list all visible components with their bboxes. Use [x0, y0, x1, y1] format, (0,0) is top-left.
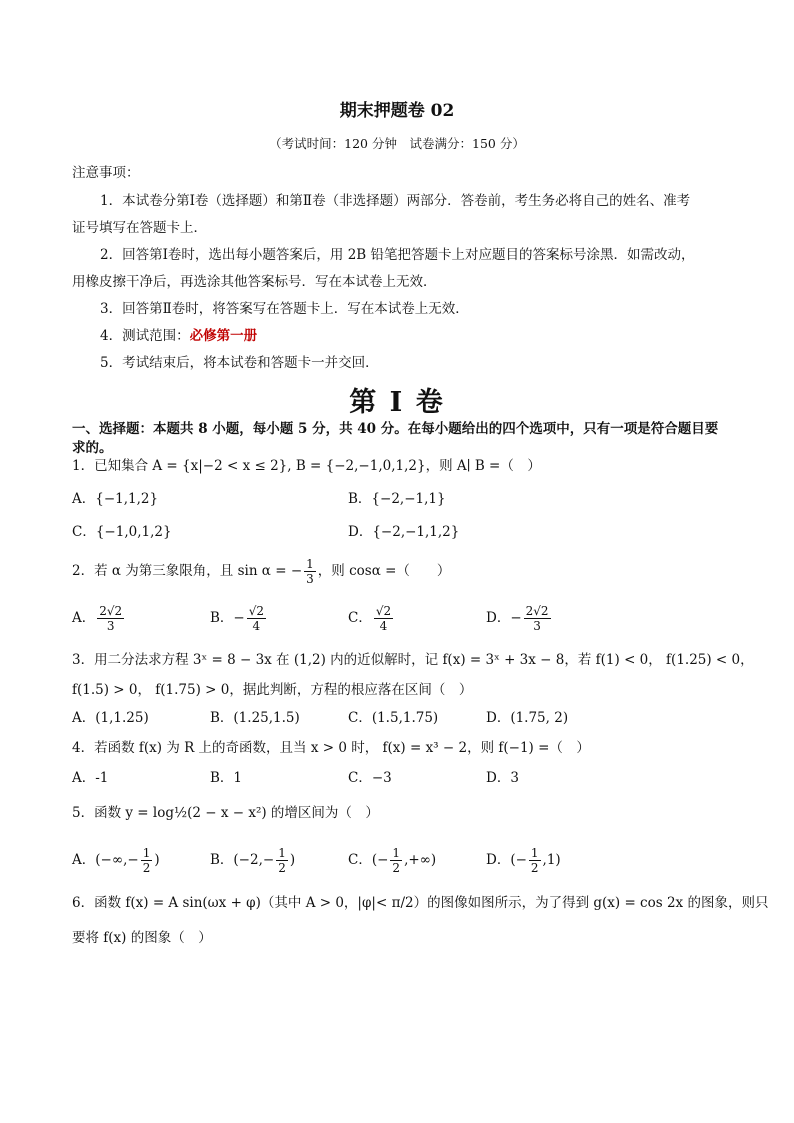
part-title: 第 I 卷: [349, 387, 445, 418]
q2-b-label: B．−: [210, 610, 245, 626]
q4-option-b: B．1: [210, 770, 243, 786]
q2-c-fraction: [374, 604, 393, 633]
q2-b-fraction: [247, 604, 266, 633]
q5-c-tail: ,+∞): [404, 852, 437, 868]
note-1-line-2: 证号填写在答题卡上．: [72, 220, 207, 236]
q5-b-label: B．(−2,−: [210, 852, 275, 868]
q2-fraction: [304, 557, 316, 586]
q5-a-den: 2: [142, 861, 151, 875]
q2-a-num: 2√2: [99, 604, 123, 618]
q6-stem-line-2: 要将 f(x) 的图象（ ）: [72, 930, 212, 946]
q2-option-c: [348, 604, 395, 633]
q2-d-num: 2√2: [525, 604, 549, 618]
q4-option-c: C．−3: [348, 770, 392, 786]
q2-frac-den: 3: [306, 572, 314, 586]
q2-b-den: 4: [252, 619, 261, 633]
q2-stem-start: 2．若 α 为第三象限角，且 sin α = −: [72, 563, 303, 579]
q5-option-d: [486, 846, 561, 875]
section-intro-line-1: 一、选择题：本题共 8 小题，每小题 5 分，共 40 分。在每小题给出的四个选项中，只有一项是符合题目要: [72, 421, 719, 437]
q5-c-den: 2: [392, 861, 401, 875]
q2-option-a: [72, 604, 126, 633]
q5-option-b: [210, 846, 295, 875]
note-4: [100, 326, 257, 346]
note-2-line-2: 用橡皮擦干净后，再选涂其他答案标号．写在本试卷上无效．: [72, 274, 437, 290]
note-4-prefix: 4．测试范围：: [100, 328, 190, 344]
q1-stem: 1．已知集合 A = {x|−2 < x ≤ 2}, B = {−2,−1,0,1,2}，则 A∣ B =（ ）: [72, 458, 541, 474]
q5-c-label: C．(−: [348, 852, 389, 868]
q5-d-tail: ,1): [542, 852, 561, 868]
q5-c-num: 1: [392, 846, 401, 860]
q1-option-b: B．{−2,−1,1}: [348, 491, 446, 507]
note-1-line-1: 1．本试卷分第Ⅰ卷（选择题）和第Ⅱ卷（非选择题）两部分．答卷前，考生务必将自己的姓名、准考: [100, 193, 691, 209]
q4-option-d: D．3: [486, 770, 519, 786]
exam-subtitle: （考试时间：120 分钟 试卷满分：150 分）: [269, 136, 525, 151]
q3-option-b: B．(1.25,1.5): [210, 710, 300, 726]
q2-a-den: 3: [106, 619, 115, 633]
q2-a-fraction: [97, 604, 124, 633]
q5-b-num: 1: [278, 846, 286, 860]
q2-option-b: [210, 604, 268, 633]
q2-b-num: √2: [248, 604, 265, 618]
q5-b-tail: ): [289, 852, 296, 868]
q5-stem: 5．函数 y = log½(2 − x − x²) 的增区间为（ ）: [72, 805, 379, 821]
q2-a-label: A．: [72, 610, 96, 626]
q5-d-num: 1: [530, 846, 539, 860]
exam-title: 期末押题卷 02: [339, 101, 455, 121]
q3-stem-line-2: f(1.5) > 0， f(1.75) > 0，据此判断，方程的根应落在区间（ ）: [72, 682, 473, 698]
q3-option-c: C．(1.5,1.75): [348, 710, 439, 726]
q5-a-label: A．(−∞,−: [72, 852, 139, 868]
q1-option-c: C．{−1,0,1,2}: [72, 524, 172, 540]
q2-c-den: 4: [379, 619, 388, 633]
q2-d-fraction: [524, 604, 551, 633]
q5-option-a: [72, 846, 160, 875]
q5-b-den: 2: [278, 861, 286, 875]
q2-c-num: √2: [375, 604, 392, 618]
q2-stem: [72, 557, 450, 586]
q2-stem-end: ，则 cosα =（ ）: [317, 563, 451, 579]
q5-c-fraction: [390, 846, 402, 875]
q3-option-a: A．(1,1.25): [72, 710, 149, 726]
q5-a-tail: ): [154, 852, 160, 868]
notes-heading: 注意事项：: [72, 165, 140, 181]
q5-a-num: 1: [142, 846, 151, 860]
q5-d-fraction: [529, 846, 541, 875]
q6-stem-line-1: 6．函数 f(x) = A sin(ωx + φ)（其中 A > 0，|φ|< π/2）的图像如图所示，为了得到 g(x) = cos 2x 的图象，则只: [72, 895, 769, 911]
q5-a-fraction: [141, 846, 153, 875]
q2-frac-num: 1: [306, 557, 314, 571]
q2-option-d: [486, 604, 553, 633]
q2-d-label: D．−: [486, 610, 522, 626]
section-intro-line-2: 求的。: [72, 440, 113, 456]
q4-stem: 4．若函数 f(x) 为 R 上的奇函数，且当 x > 0 时， f(x) = x³ − 2，则 f(−1) =（ ）: [72, 740, 590, 756]
test-scope: 必修第一册: [189, 328, 258, 344]
q3-stem-line-1: 3．用二分法求方程 3ˣ = 8 − 3x 在 (1,2) 内的近似解时，记 f(x) = 3ˣ + 3x − 8，若 f(1) < 0， f(1.25) < 0，: [72, 652, 754, 668]
q4-option-a: A．-1: [72, 770, 109, 786]
note-2-line-1: 2．回答第Ⅰ卷时，选出每小题答案后，用 2B 铅笔把答题卡上对应题目的答案标号涂黑．如需改动，: [100, 247, 695, 263]
q5-b-fraction: [276, 846, 288, 875]
q5-d-label: D．(−: [486, 852, 527, 868]
note-5: 5．考试结束后，将本试卷和答题卡一并交回．: [100, 355, 379, 371]
q1-option-a: A．{−1,1,2}: [72, 491, 159, 507]
q5-d-den: 2: [530, 861, 539, 875]
note-3: 3．回答第Ⅱ卷时，将答案写在答题卡上．写在本试卷上无效．: [100, 301, 469, 317]
q3-option-d: D．(1.75, 2): [486, 710, 569, 726]
q2-c-label: C．: [348, 610, 372, 626]
q2-d-den: 3: [533, 619, 541, 633]
q5-option-c: [348, 846, 436, 875]
q1-option-d: D．{−2,−1,1,2}: [348, 524, 460, 540]
